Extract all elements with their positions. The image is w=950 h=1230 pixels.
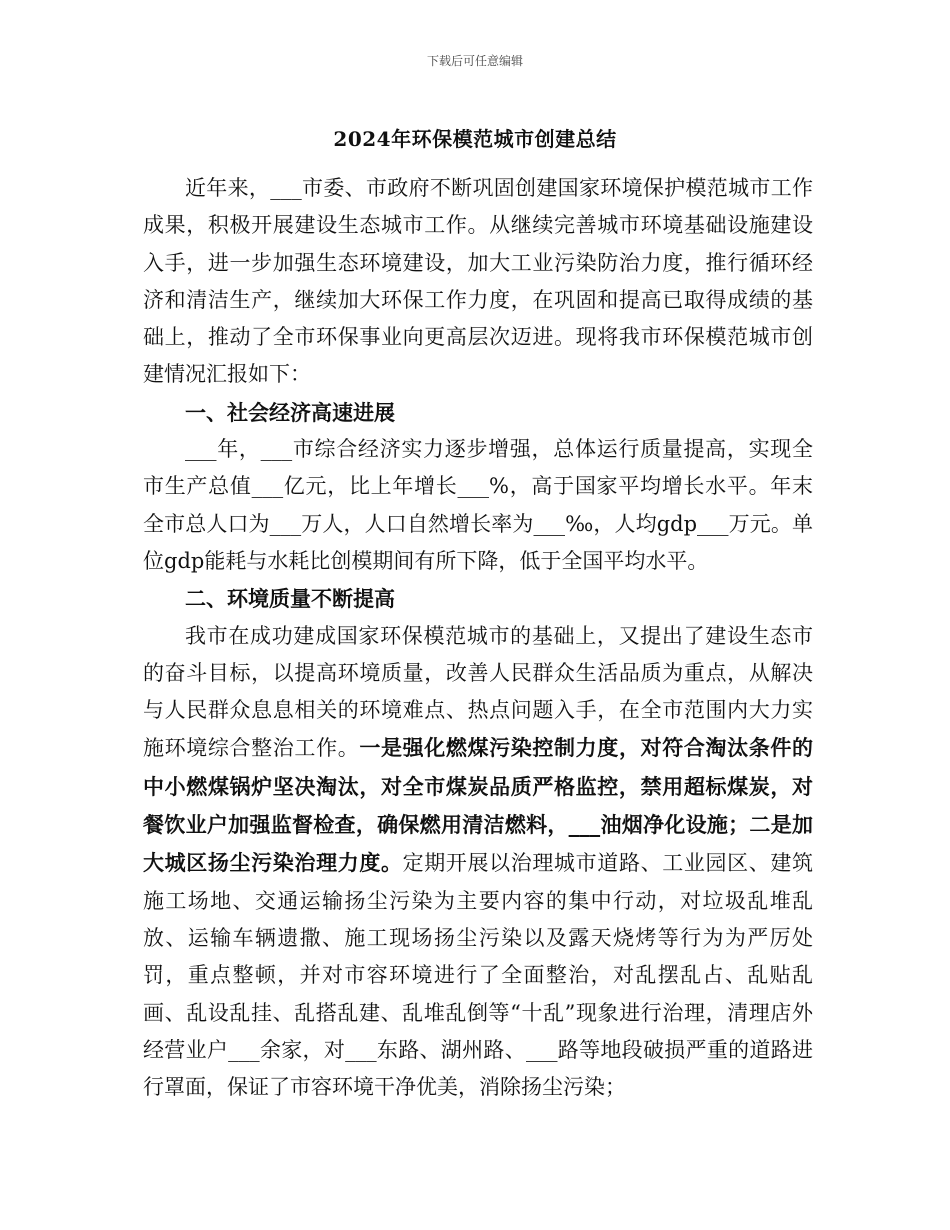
section2-text-part2: 定期开展以治理城市道路、工业园区、建筑施工场地、交通运输扬尘污染为主要内容的集中行动，对垃圾乱堆乱放、运输车辆遗撒、施工现场扬尘污染以及露天烧烤等行为为严厉处罚，重点整顿，并对市容环境进行了全面整治，对乱摆乱占、乱贴乱画、乱设乱挂、乱搭乱建、乱堆乱倒等“十乱”现象进行治理，清理店外经营业户___余家，对___东路、湖州路、___路等地段破损严重的道路进行罩面，保证了市容环境干净优美，消除扬尘污染；: [143, 851, 814, 1100]
section2-heading: 二、环境质量不断提高: [185, 586, 395, 612]
document-body: [143, 170, 813, 1106]
header-note: 下载后可任意编辑: [426, 54, 523, 68]
section2-text-part1: 我市在成功建成国家环保模范城市的基础上，又提出了建设生态市的奋斗目标，以提高环境质量，改善人民群众生活品质为重点，从解决与人民群众息息相关的环境难点、热点问题入手，在全市范围内大力实施环境综合整治工作。: [143, 623, 813, 761]
document-title: 2024年环保模范城市创建总结: [333, 127, 617, 151]
section1-heading: 一、社会经济高速进展: [185, 399, 395, 425]
intro-paragraph: 近年来，___市委、市政府不断巩固创建国家环境保护模范城市工作成果，积极开展建设生态城市工作。从继续完善城市环境基础设施建设入手，进一步加强生态环境建设，加大工业污染防治力度，推行循环经济和清洁生产，继续加大环保工作力度，在巩固和提高已取得成绩的基础上，推动了全市环保事业向更高层次迈进。现将我市环保模范城市创建情况汇报如下：: [143, 176, 813, 387]
section2-paragraph: [143, 618, 813, 1107]
section2-bold-text: 一是强化燃煤污染控制力度，对符合淘汰条件的中小燃煤锅炉坚决淘汰，对全市煤炭品质严格监控，禁用超标煤炭，对餐饮业户加强监督检查，确保燃用清洁燃料，___油烟净化设施；二是加大城区扬尘污染治理力度。: [143, 735, 814, 876]
section1-paragraph: ___年，___市综合经济实力逐步增强，总体运行质量提高，实现全市生产总值___亿元，比上年增长___%，高于国家平均增长水平。年末全市总人口为___万人，人口自然增长率为___‰，人均gdp___万元。单位gdp能耗与水耗比创模期间有所下降，低于全国平均水平。: [143, 437, 813, 573]
